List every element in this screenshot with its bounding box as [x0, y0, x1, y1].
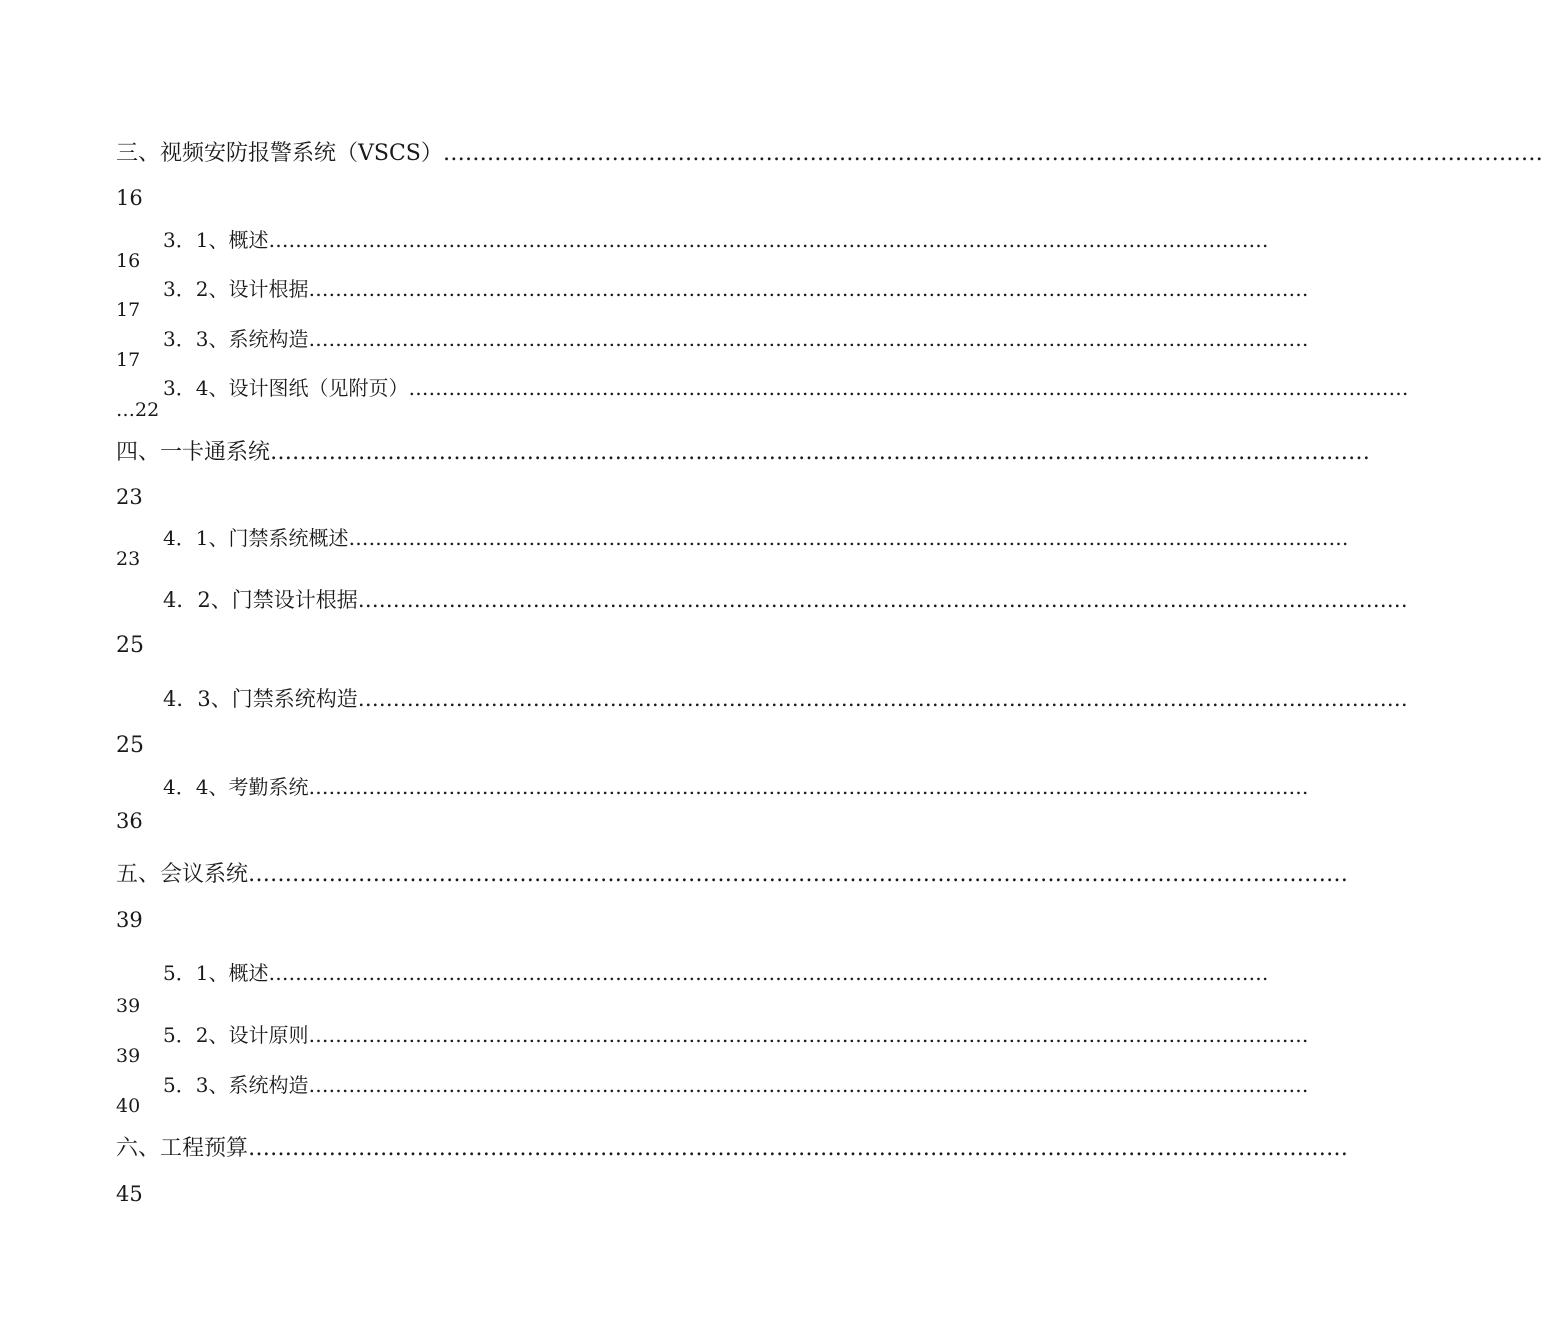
toc-entry-label: 四、一卡通系统 — [116, 440, 271, 465]
toc-entry[interactable] — [116, 435, 1371, 466]
toc-leader: …………………………………………………………………………………………………………………………………… — [357, 687, 1408, 711]
toc-leader: …………………………………………………………………………………………………………………………………… — [442, 141, 1543, 166]
toc-entry-label: 4．2、门禁设计根据 — [163, 588, 358, 612]
toc-page-number: 45 — [116, 1182, 143, 1206]
toc-page-number: 25 — [116, 733, 144, 758]
toc-entry[interactable] — [163, 771, 1309, 800]
toc-leader: …………………………………………………………………………………………………………………………………… — [270, 440, 1371, 465]
toc-entry[interactable] — [116, 1131, 1349, 1162]
toc-page-number: 39 — [116, 1045, 141, 1067]
toc-entry[interactable] — [163, 273, 1309, 302]
toc-entry-label: 3．1、概述 — [163, 228, 269, 252]
toc-entry[interactable] — [116, 857, 1349, 888]
toc-page-number: 23 — [116, 485, 143, 509]
toc-page-number: 25 — [116, 633, 144, 658]
toc-entry-label: 三、视频安防报警系统（VSCS） — [116, 141, 443, 166]
toc-entry-label: 3．4、设计图纸（见附页） — [163, 376, 409, 400]
toc-leader: …………………………………………………………………………………………………………………………………… — [348, 526, 1349, 550]
toc-entry-label: 六、工程预算 — [116, 1136, 249, 1161]
toc-entry[interactable] — [116, 136, 1543, 167]
toc-entry[interactable] — [163, 957, 1269, 986]
toc-leader: …………………………………………………………………………………………………………………………………… — [308, 277, 1309, 301]
toc-leader: …………………………………………………………………………………………………………………………………… — [308, 327, 1309, 351]
toc-entry-label: 4．1、门禁系统概述 — [163, 526, 349, 550]
toc-leader: …………………………………………………………………………………………………………………………………… — [308, 1023, 1309, 1047]
toc-entry-label: 4．4、考勤系统 — [163, 775, 309, 799]
toc-leader: …………………………………………………………………………………………………………………………………… — [248, 1136, 1349, 1161]
toc-entry[interactable] — [163, 372, 1409, 401]
toc-entry[interactable] — [163, 1019, 1309, 1048]
toc-leader: …………………………………………………………………………………………………………………………………… — [268, 228, 1269, 252]
toc-page-number: 39 — [116, 908, 143, 932]
toc-entry[interactable] — [163, 323, 1309, 352]
toc-entry[interactable] — [163, 522, 1349, 551]
toc-entry[interactable] — [163, 224, 1269, 253]
toc-page-number: 17 — [116, 349, 141, 371]
toc-entry-label: 3．2、设计根据 — [163, 277, 309, 301]
toc-leader: …………………………………………………………………………………………………………………………………… — [308, 775, 1309, 799]
toc-page-number: 16 — [116, 186, 143, 210]
toc-page-number: 16 — [116, 250, 141, 272]
toc-entry-label: 3．3、系统构造 — [163, 327, 309, 351]
toc-entry-label: 五、会议系统 — [116, 862, 249, 887]
toc-entry-label: 5．1、概述 — [163, 961, 269, 985]
toc-entry[interactable] — [163, 1069, 1309, 1098]
toc-entry-label: 5．3、系统构造 — [163, 1073, 309, 1097]
toc-leader: …………………………………………………………………………………………………………………………………… — [357, 588, 1408, 612]
toc-leader: …………………………………………………………………………………………………………………………………… — [268, 961, 1269, 985]
toc-page-number: 39 — [116, 995, 141, 1017]
toc-entry-label: 5．2、设计原则 — [163, 1023, 309, 1047]
toc-leader: …………………………………………………………………………………………………………………………………… — [408, 376, 1409, 400]
toc-leader: …………………………………………………………………………………………………………………………………… — [308, 1073, 1309, 1097]
toc-page-number: 40 — [116, 1095, 141, 1117]
toc-leader: …………………………………………………………………………………………………………………………………… — [248, 862, 1349, 887]
toc-entry[interactable] — [163, 683, 1408, 713]
toc-page-number: 23 — [116, 548, 141, 570]
toc-page-number: 17 — [116, 299, 141, 321]
toc-page-number: …22 — [116, 399, 160, 421]
toc-entry[interactable] — [163, 584, 1408, 614]
toc-page-number: 36 — [116, 809, 143, 833]
toc-entry-label: 4．3、门禁系统构造 — [163, 687, 358, 711]
